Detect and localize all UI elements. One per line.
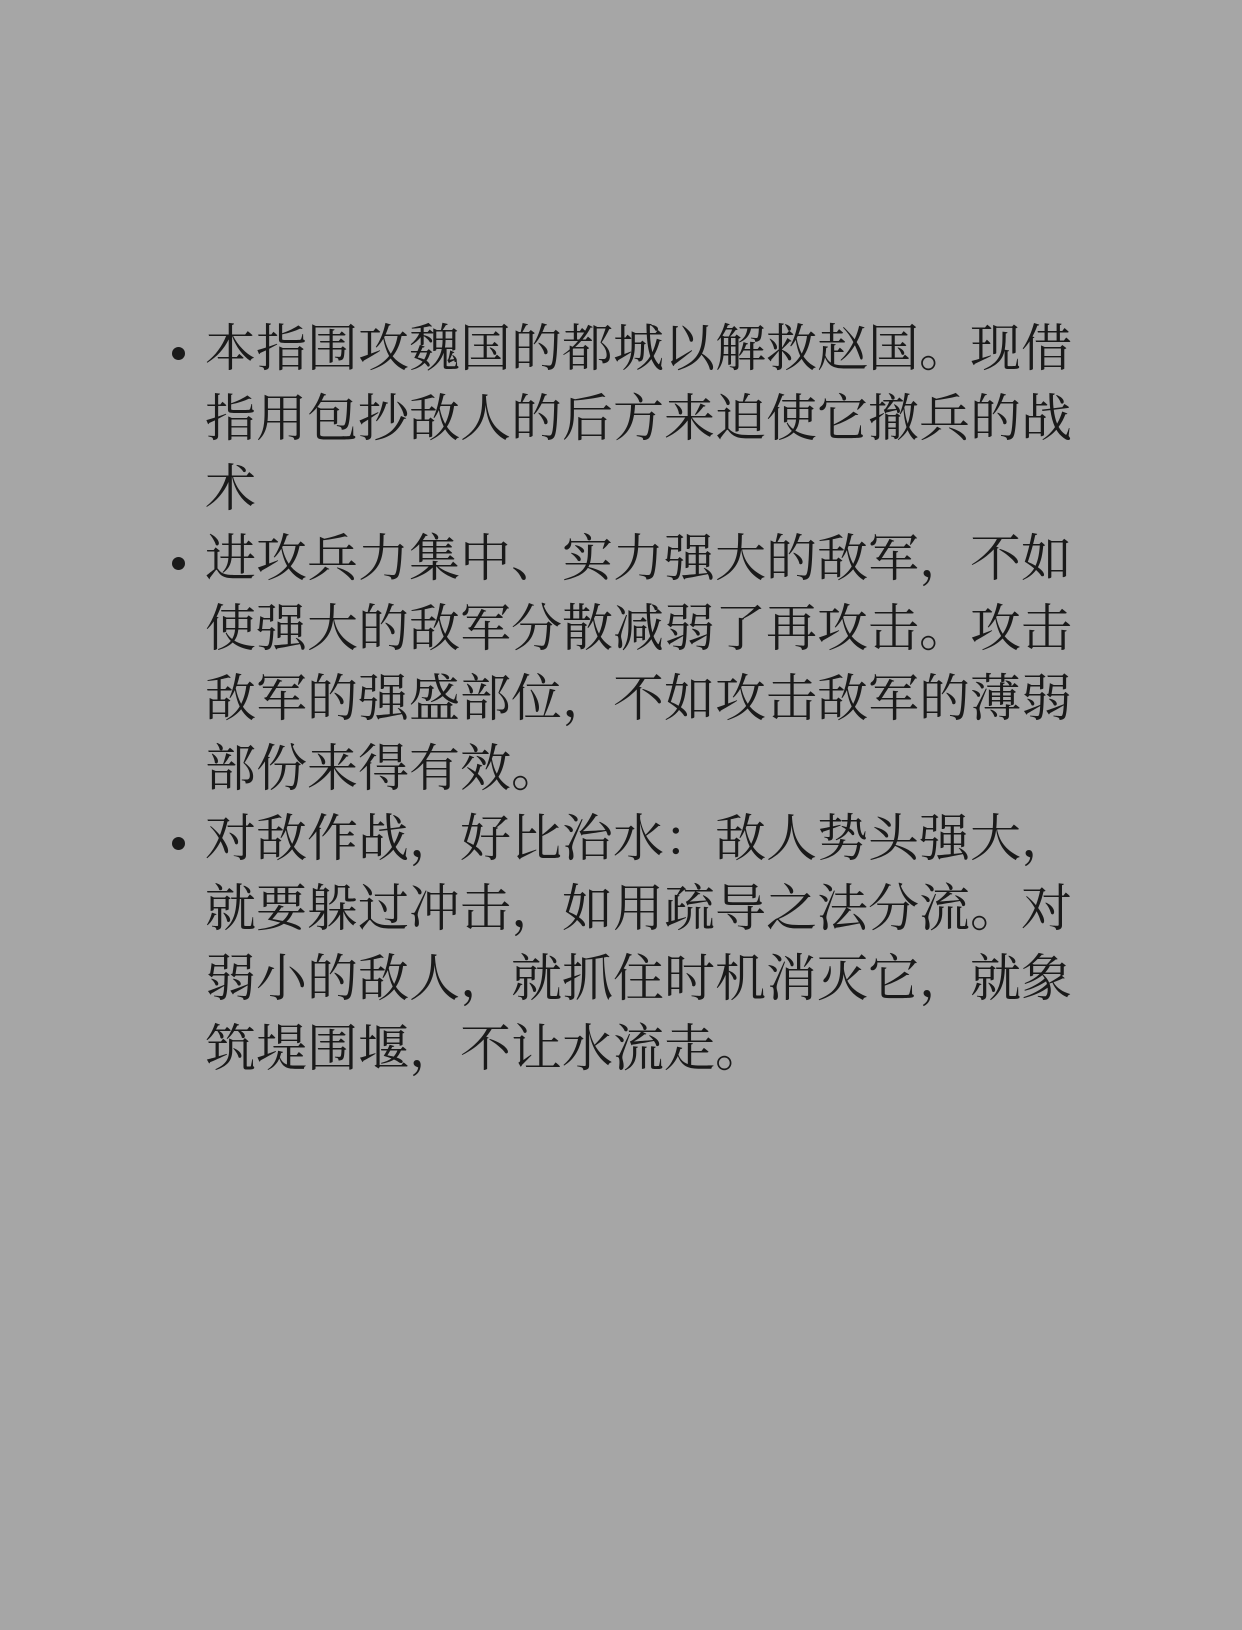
bullet-item-3-text: 对敌作战，好比治水：敌人势头强大，就要躲过冲击，如用疏导之法分流。对弱小的敌人，就抓住时机消灭它，就象筑堤围堰，不让水流走。 xyxy=(205,810,1073,1079)
bullet-item-1-text: 本指围攻魏国的都城以解救赵国。现借指用包抄敌人的后方来迫使它撤兵的战术 xyxy=(205,320,1073,519)
bullet-item-2-text: 进攻兵力集中、实力强大的敌军，不如使强大的敌军分散减弱了再攻击。攻击敌军的强盛部位，不如攻击敌军的薄弱部份来得有效。 xyxy=(205,530,1073,799)
bullet-item-1 xyxy=(205,315,1085,525)
bullet-item-2 xyxy=(205,525,1085,805)
bullet-item-3 xyxy=(205,805,1085,1085)
